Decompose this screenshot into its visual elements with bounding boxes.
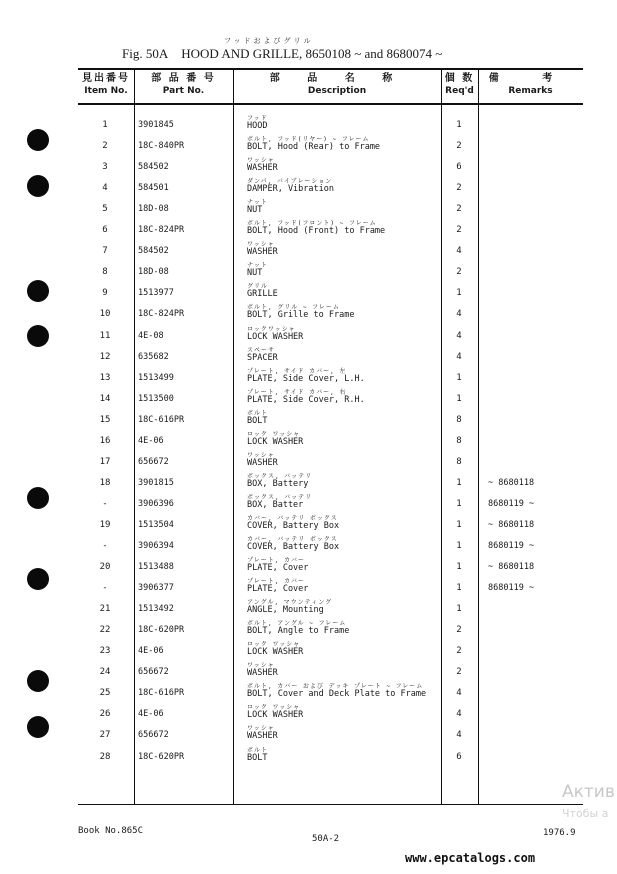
quantity: 1 (456, 541, 462, 551)
description (247, 473, 312, 489)
table-row (78, 596, 583, 617)
description-en: PLATE, Cover (247, 584, 309, 595)
quantity: 2 (456, 625, 462, 636)
table-row (78, 154, 583, 175)
remarks: 8680119 ~ (488, 583, 535, 594)
table-row (78, 386, 583, 407)
part-number: 3901845 (138, 120, 174, 130)
description-jp: ワッシャ (247, 451, 275, 459)
header-desc (233, 73, 441, 97)
watermark: Актив (562, 782, 615, 802)
part-number: 18C-620PR (138, 751, 185, 762)
table-row (78, 512, 583, 533)
table-row (78, 175, 583, 196)
description-jp: カバー, バッテリ ボックス (247, 514, 338, 522)
description (247, 641, 303, 657)
description-en: BOLT, Hood (Rear) to Frame (247, 142, 381, 153)
table-row (78, 323, 583, 344)
table-row (78, 196, 583, 217)
quantity: 8 (456, 456, 462, 467)
item-number: - (102, 583, 108, 594)
description (247, 599, 332, 615)
item-number: 14 (99, 393, 111, 404)
description-jp: ボルト, カバー および デッキ プレート ~ フレーム (247, 683, 424, 691)
description-en: ANGLE, Mounting (247, 605, 324, 616)
description-en: LOCK WASHER (247, 647, 304, 658)
part-number: 656672 (138, 667, 169, 678)
header-desc-en: Description (307, 86, 367, 96)
quantity: 1 (456, 393, 462, 404)
description (247, 389, 365, 405)
item-number: 8 (102, 267, 108, 278)
part-number: 4E-06 (138, 646, 164, 657)
description-en: WASHER (247, 668, 278, 679)
quantity: 2 (456, 267, 462, 278)
description-jp: ロック ワッシャ (247, 430, 301, 438)
description (247, 199, 268, 215)
part-number: 3906377 (138, 583, 174, 594)
description-en: PLATE, Side Cover, L.H. (247, 373, 365, 384)
header-remarks (478, 73, 583, 97)
description-en: LOCK WASHER (247, 436, 304, 447)
remarks: 8680119 ~ (488, 498, 535, 509)
part-number: 584502 (138, 246, 169, 257)
description (247, 262, 268, 278)
header-desc-jp: 部 品 名 称 (269, 73, 405, 84)
item-number: 18 (99, 477, 111, 488)
part-number: 18C-840PR (138, 141, 185, 152)
print-date: 1976.9 (543, 828, 576, 838)
description-jp: ボルト, フッド(リヤー) ~ フレーム (247, 136, 370, 144)
description-en: BOLT, Hood (Front) to Frame (247, 226, 386, 237)
table-row (78, 701, 583, 722)
item-number: 21 (99, 604, 111, 615)
description-en: LOCK WASHER (247, 331, 304, 342)
description-jp: ボルト, アングル ~ フレーム (247, 620, 347, 628)
description-en: GRILLE (247, 289, 278, 300)
description-jp: プレート, サイド カバー, 右 (247, 388, 347, 396)
part-number: 1513977 (138, 288, 174, 299)
description-en: PLATE, Side Cover, R.H. (247, 394, 365, 405)
description-en: WASHER (247, 457, 278, 468)
quantity: 2 (456, 646, 462, 657)
part-number: 656672 (138, 456, 169, 467)
binder-hole (27, 716, 49, 738)
quantity: 1 (456, 477, 462, 488)
description-jp: ワッシャ (247, 241, 275, 249)
description (247, 683, 426, 699)
part-number: 635682 (138, 351, 169, 362)
item-number: 17 (99, 456, 111, 467)
description (247, 557, 308, 573)
description-jp: ボルト, フッド(フロント) ~ フレーム (247, 220, 377, 228)
figure-title (122, 37, 443, 62)
part-number: 18D-08 (138, 267, 169, 278)
quantity: 4 (456, 709, 462, 720)
item-number: - (102, 541, 108, 551)
description-jp: プレート, カバー (247, 557, 305, 565)
item-number: 1 (102, 120, 108, 130)
quantity: 1 (456, 288, 462, 299)
description (247, 326, 303, 342)
item-number: 25 (99, 688, 111, 699)
table-row (78, 133, 583, 154)
item-number: 13 (99, 372, 111, 383)
part-number: 3906396 (138, 498, 174, 509)
description (247, 725, 278, 741)
table-row (78, 428, 583, 449)
quantity: 2 (456, 204, 462, 215)
page-number: 50A-2 (312, 834, 340, 844)
description (247, 136, 380, 152)
description-en: BOX, Battery (247, 478, 309, 489)
binder-hole (27, 280, 49, 302)
description-en: NUT (247, 268, 263, 279)
quantity: 6 (456, 751, 462, 762)
item-number: 15 (99, 414, 111, 425)
remarks: ~ 8680118 (488, 519, 535, 530)
header-part-en: Part No. (162, 86, 205, 96)
item-number: 3 (102, 162, 108, 173)
header-rule (78, 103, 583, 105)
header-remarks-en: Remarks (508, 86, 553, 96)
description (247, 536, 339, 552)
header-qty (441, 73, 478, 97)
quantity: 1 (456, 372, 462, 383)
part-number: 4E-08 (138, 330, 164, 341)
watermark-sub: Чтобы а (562, 807, 609, 820)
parts-table (78, 68, 583, 805)
description-jp: ボルト, グリル ~ フレーム (247, 304, 340, 312)
table-row (78, 301, 583, 322)
description-jp: ダンパ, バイブレーション (247, 178, 333, 186)
item-number: 20 (99, 562, 111, 573)
quantity: 6 (456, 162, 462, 173)
item-number: - (102, 498, 108, 509)
description-jp: ワッシャ (247, 157, 275, 165)
quantity: 2 (456, 183, 462, 194)
description-jp: ボックス, バッテリ (247, 493, 313, 501)
description-jp: ロックワッシャ (247, 325, 296, 333)
remarks: 8680119 ~ (488, 541, 535, 551)
description-en: COVER, Battery Box (247, 520, 340, 531)
description-en: WASHER (247, 163, 278, 174)
part-number: 18C-616PR (138, 414, 185, 425)
part-number: 3901815 (138, 477, 174, 488)
table-row (78, 680, 583, 701)
part-number: 4E-06 (138, 435, 164, 446)
quantity: 2 (456, 667, 462, 678)
table-row (78, 344, 583, 365)
description (247, 178, 334, 194)
item-number: 10 (99, 309, 111, 320)
description (247, 115, 268, 131)
item-number: 12 (99, 351, 111, 362)
table-row (78, 659, 583, 680)
part-number: 18C-616PR (138, 688, 185, 699)
description (247, 431, 303, 447)
table-row (78, 491, 583, 512)
header-item-en: Item No. (84, 86, 128, 96)
description-jp: カバー, バッテリ ボックス (247, 536, 338, 543)
table-row (78, 449, 583, 470)
table-row (78, 238, 583, 259)
part-number: 1513504 (138, 519, 174, 530)
figure-title-jp: フッドおよびグリル (224, 37, 314, 45)
header-qty-jp: 個 数 (444, 73, 475, 84)
description-jp: ワッシャ (247, 725, 275, 733)
binder-hole (27, 325, 49, 347)
item-number: 4 (102, 183, 108, 194)
description (247, 494, 312, 510)
table-row (78, 259, 583, 280)
description (247, 662, 278, 678)
description-en: NUT (247, 205, 263, 216)
remarks: ~ 8680118 (488, 562, 535, 573)
item-number: 9 (102, 288, 108, 299)
header-item-jp: 見出番号 (82, 73, 130, 84)
description (247, 410, 268, 426)
quantity: 2 (456, 141, 462, 152)
item-number: 27 (99, 730, 111, 741)
description (247, 620, 349, 636)
description-en: LOCK WASHER (247, 710, 304, 721)
binder-hole (27, 568, 49, 590)
item-number: 6 (102, 225, 108, 236)
description (247, 368, 365, 384)
description-jp: ロック ワッシャ (247, 704, 301, 712)
part-number: 1513488 (138, 562, 174, 573)
quantity: 8 (456, 414, 462, 425)
header-qty-en: Req'd (445, 86, 474, 96)
description-jp: ロック ワッシャ (247, 641, 301, 649)
description-en: BOLT, Cover and Deck Plate to Frame (247, 689, 427, 700)
description-jp: グリル (247, 283, 269, 291)
item-number: 26 (99, 709, 111, 720)
item-number: 28 (99, 751, 111, 762)
part-number: 1513500 (138, 393, 174, 404)
quantity: 2 (456, 225, 462, 236)
description-jp: ナット (247, 199, 268, 207)
description-en: BOLT, Grille to Frame (247, 310, 355, 321)
description-en: BOX, Batter (247, 499, 304, 510)
part-number: 656672 (138, 730, 169, 741)
description-jp: フッド (247, 115, 268, 122)
part-number: 1513499 (138, 372, 174, 383)
binder-hole (27, 129, 49, 151)
table-row (78, 722, 583, 743)
description-jp: ボックス, バッテリ (247, 472, 313, 480)
description (247, 283, 278, 299)
header-remarks-jp: 備 考 (488, 73, 573, 84)
table-row (78, 365, 583, 386)
table-row (78, 617, 583, 638)
header-item (78, 73, 134, 97)
description-jp: プレート, カバー (247, 578, 305, 586)
description (247, 704, 303, 720)
description (247, 220, 385, 236)
description-en: HOOD (247, 121, 268, 131)
item-number: 2 (102, 141, 108, 152)
binder-hole (27, 670, 49, 692)
item-number: 5 (102, 204, 108, 215)
description (247, 304, 354, 320)
description (247, 157, 278, 173)
item-number: 24 (99, 667, 111, 678)
part-number: 18D-08 (138, 204, 169, 215)
description-en: SPACER (247, 352, 278, 363)
description-jp: ボルト (247, 746, 269, 754)
figure-caption: HOOD AND GRILLE, 8650108 ~ and 8680074 ~ (181, 46, 443, 61)
binder-hole (27, 487, 49, 509)
table-row (78, 744, 583, 765)
part-number: 3906394 (138, 541, 174, 551)
remarks: ~ 8680118 (488, 477, 535, 488)
part-number: 18C-824PR (138, 225, 185, 236)
item-number: 16 (99, 435, 111, 446)
quantity: 1 (456, 583, 462, 594)
description-jp: ボルト (247, 409, 269, 417)
quantity: 4 (456, 309, 462, 320)
part-number: 584502 (138, 162, 169, 173)
part-number: 18C-824PR (138, 309, 185, 320)
item-number: 7 (102, 246, 108, 257)
description (247, 241, 278, 257)
description (247, 452, 278, 468)
description (247, 347, 278, 363)
header-part (134, 73, 233, 97)
table-row (78, 280, 583, 301)
description-jp: スペーサ (247, 346, 276, 354)
description-jp: アングル, マウンティング (247, 599, 333, 607)
description (247, 747, 268, 763)
table-row (78, 638, 583, 659)
quantity: 4 (456, 688, 462, 699)
description-en: COVER, Battery Box (247, 542, 340, 552)
description-en: WASHER (247, 247, 278, 258)
item-number: 23 (99, 646, 111, 657)
table-row (78, 554, 583, 575)
quantity: 1 (456, 120, 462, 130)
item-number: 19 (99, 519, 111, 530)
quantity: 4 (456, 351, 462, 362)
description-en: DAMPER, Vibration (247, 184, 334, 195)
description (247, 515, 339, 531)
part-number: 584501 (138, 183, 169, 194)
part-number: 18C-620PR (138, 625, 185, 636)
header-part-jp: 部 品 番 号 (151, 73, 216, 84)
item-number: 22 (99, 625, 111, 636)
table-row (78, 217, 583, 238)
part-number: 4E-06 (138, 709, 164, 720)
quantity: 8 (456, 435, 462, 446)
table-row (78, 470, 583, 491)
binder-hole (27, 175, 49, 197)
table-row (78, 112, 583, 133)
table-row (78, 533, 583, 554)
description-jp: ナット (247, 262, 268, 270)
description-jp: プレート, サイド カバー, 左 (247, 367, 347, 375)
quantity: 4 (456, 730, 462, 741)
description-jp: ワッシャ (247, 662, 275, 670)
quantity: 4 (456, 330, 462, 341)
description-en: BOLT (247, 752, 268, 763)
table-row (78, 407, 583, 428)
quantity: 1 (456, 519, 462, 530)
quantity: 1 (456, 498, 462, 509)
book-number: Book No.865C (78, 826, 144, 836)
figure-label: Fig. 50A (122, 46, 169, 61)
table-row (78, 575, 583, 596)
description-en: BOLT (247, 415, 268, 426)
site-url[interactable]: www.epcatalogs.com (405, 851, 536, 865)
quantity: 1 (456, 562, 462, 573)
item-number: 11 (99, 330, 111, 341)
description-en: PLATE, Cover (247, 563, 309, 574)
description (247, 578, 308, 594)
quantity: 4 (456, 246, 462, 257)
part-number: 1513492 (138, 604, 174, 615)
description-en: BOLT, Angle to Frame (247, 626, 350, 637)
description-en: WASHER (247, 731, 278, 742)
quantity: 1 (456, 604, 462, 615)
